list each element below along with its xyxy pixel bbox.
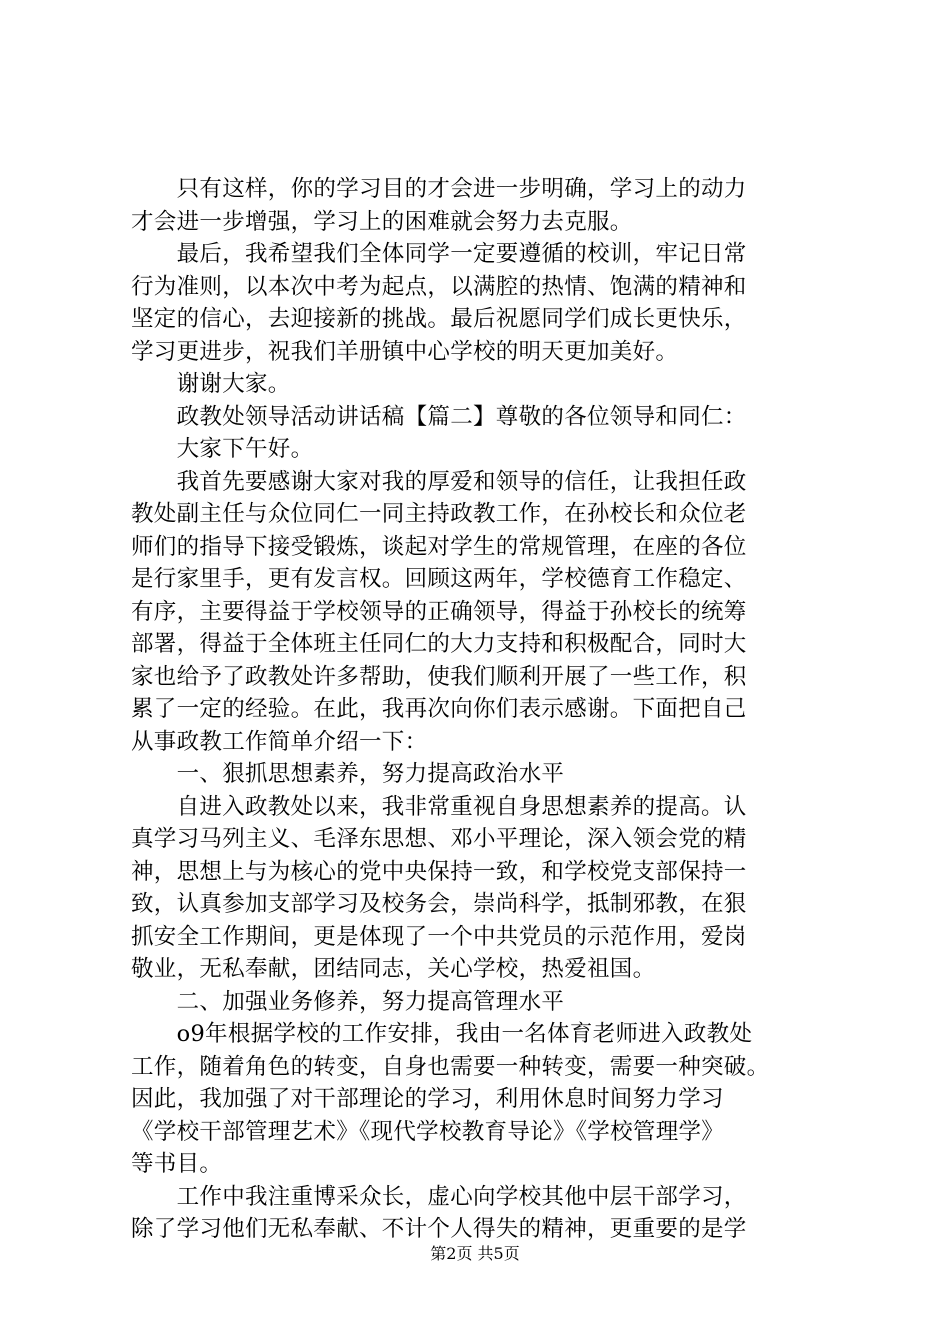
text-line: 从事政教工作简单介绍一下：	[131, 728, 428, 755]
page-footer	[0, 1244, 950, 1264]
document-body	[131, 173, 831, 1246]
text-line: 只有这样，你的学习目的才会进一步明确，学习上的动力	[131, 176, 747, 202]
text-line: 《学校干部管理艺术》《现代学校教育导论》《学校管理学》	[131, 1118, 725, 1145]
text-line: 因此，我加强了对干部理论的学习，利用休息时间努力学习	[131, 1086, 724, 1112]
text-line: o9年根据学校的工作安排，我由一名体育老师进入政教处	[131, 1021, 753, 1047]
text-line: 学习更进步，祝我们羊册镇中心学校的明天更加美好。	[131, 338, 679, 365]
text-line: 我首先要感谢大家对我的厚爱和领导的信任，让我担任政	[131, 468, 747, 495]
text-line: 师们的指导下接受锻炼，谈起对学生的常规管理，在座的各位	[131, 533, 747, 560]
text-line: 等书目。	[131, 1151, 223, 1177]
page-number: 第2页 共5页	[430, 1244, 520, 1263]
text-line: 谢谢大家。	[131, 371, 291, 397]
text-line: 行为准则，以本次中考为起点，以满腔的热情、饱满的精神和	[131, 273, 747, 300]
text-line: 工作，随着角色的转变，自身也需要一种转变，需要一种突破。	[131, 1053, 770, 1080]
text-line: 抓安全工作期间，更是体现了一个中共党员的示范作用，爱岗	[131, 923, 747, 950]
text-line: 才会进一步增强，学习上的困难就会努力去克服。	[131, 208, 633, 235]
text-line: 致，认真参加支部学习及校务会，崇尚科学，抵制邪教，在狠	[131, 891, 747, 917]
text-line: 工作中我注重博采众长，虚心向学校其他中层干部学习，	[131, 1183, 747, 1210]
text-line: 有序，主要得益于学校领导的正确领导，得益于孙校长的统筹	[131, 598, 747, 625]
text-line: 累了一定的经验。在此，我再次向你们表示感谢。下面把自己	[131, 696, 747, 722]
text-line: 最后，我希望我们全体同学一定要遵循的校训，牢记日常	[131, 241, 747, 267]
text-line: 自进入政教处以来，我非常重视自身思想素养的提高。认	[131, 793, 747, 820]
text-line: 坚定的信心，去迎接新的挑战。最后祝愿同学们成长更快乐，	[131, 306, 747, 332]
text-line: 部署，得益于全体班主任同仁的大力支持和积极配合，同时大	[131, 631, 747, 657]
text-line: 敬业，无私奉献，团结同志，关心学校，热爱祖国。	[131, 956, 656, 982]
text-line: 大家下午好。	[131, 436, 314, 462]
text-line: 除了学习他们无私奉献、不计个人得失的精神，更重要的是学	[131, 1216, 747, 1242]
text-line: 政教处领导活动讲话稿【篇二】尊敬的各位领导和同仁：	[131, 403, 747, 430]
text-line: 真学习马列主义、毛泽东思想、邓小平理论，深入领会党的精	[131, 826, 747, 852]
text-line: 神，思想上与为核心的党中央保持一致，和学校党支部保持一	[131, 858, 747, 885]
text-line: 教处副主任与众位同仁一同主持政教工作，在孙校长和众位老	[131, 501, 747, 527]
text-line: 是行家里手，更有发言权。回顾这两年，学校德育工作稳定、	[131, 566, 747, 592]
text-line: 家也给予了政教处许多帮助，使我们顺利开展了一些工作，积	[131, 663, 747, 690]
text-line: 一、狠抓思想素养，努力提高政治水平	[131, 761, 565, 787]
text-line: 二、加强业务修养，努力提高管理水平	[131, 988, 565, 1015]
